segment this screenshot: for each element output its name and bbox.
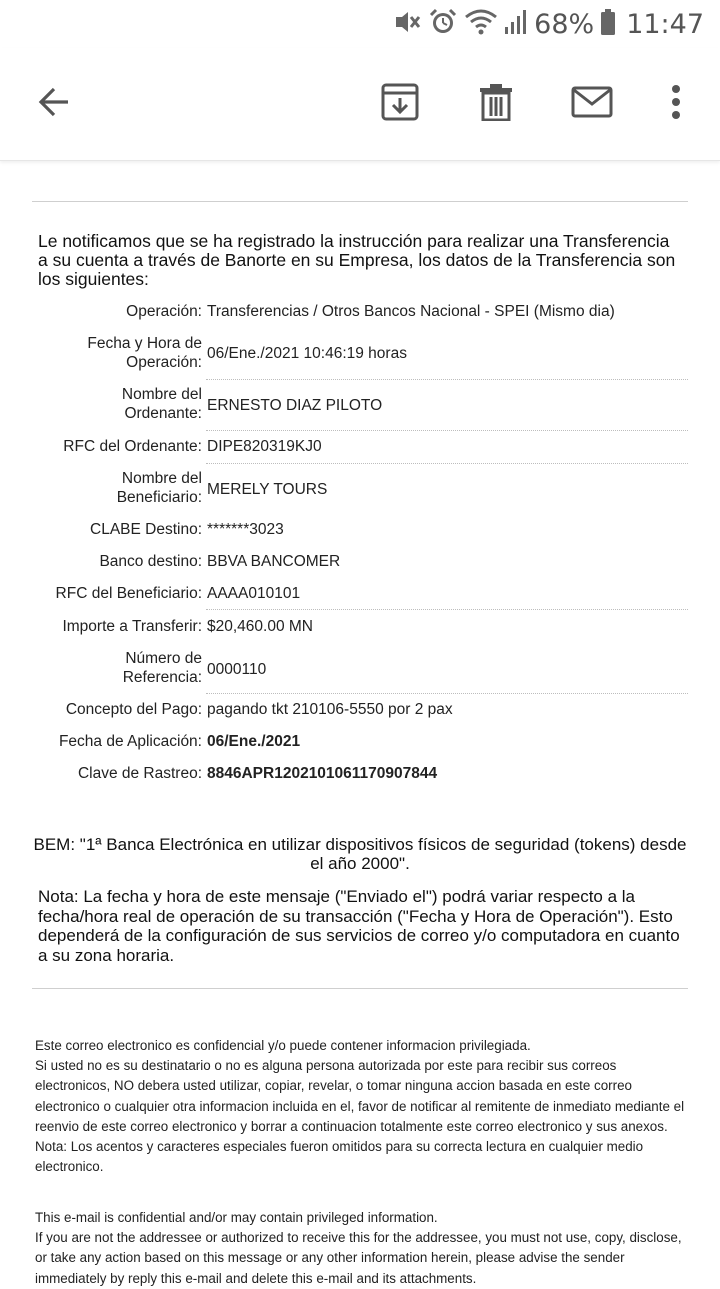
timezone-note: Nota: La fecha y hora de este mensaje ("Enviado el") podrá variar respecto a la fecha/hora real de operación de su transacción ("Fecha y Hora de Operación"). Esto dependerá de la configuración de sus servicios de correo y/o computadora en cuanto a su zona horaria.: [38, 887, 680, 965]
status-bar: [0, 0, 720, 48]
detail-label: Banco destino:: [99, 553, 202, 570]
detail-value: 8846APR1202101061170907844: [207, 765, 438, 782]
detail-value: 06/Ene./2021 10:46:19 horas: [207, 345, 407, 362]
detail-label: RFC del Beneficiario:: [55, 585, 202, 602]
back-arrow-icon: [36, 84, 72, 125]
detail-label: Nombre del: [121, 470, 202, 487]
row-divider: [206, 463, 688, 464]
detail-label: Concepto del Pago:: [65, 701, 202, 718]
battery-percent: 68%: [534, 8, 595, 40]
intro-text: Le notificamos que se ha registrado la instrucción para realizar una Transferencia a su cuenta a través de Banorte en su Empresa, los datos de la Transferencia son los siguientes:: [38, 231, 676, 289]
detail-value: $20,460.00 MN: [207, 618, 313, 635]
archive-icon: [381, 83, 419, 126]
bottom-divider: [32, 988, 688, 989]
detail-value: Transferencias / Otros Bancos Nacional - SPEI (Mismo dia): [207, 303, 615, 320]
row-divider: [206, 379, 688, 380]
row-divider: [206, 693, 688, 694]
detail-value: *******3023: [207, 521, 284, 538]
detail-label: Fecha de Aplicación:: [58, 733, 202, 750]
detail-label-line2: Operación:: [126, 354, 202, 371]
top-divider: [32, 201, 688, 202]
detail-value: AAAA010101: [207, 585, 301, 602]
more-vert-icon: [670, 84, 682, 125]
detail-label-line2: Referencia:: [122, 669, 202, 686]
detail-label-line2: Ordenante:: [124, 405, 202, 422]
detail-value: ERNESTO DIAZ PILOTO: [207, 397, 383, 414]
mark-unread-button[interactable]: [566, 78, 618, 130]
battery-icon: [600, 7, 616, 42]
delete-icon: [479, 83, 513, 126]
detail-value: 0000110: [207, 661, 267, 678]
detail-value: DIPE820319KJ0: [207, 438, 322, 455]
back-button[interactable]: [28, 78, 80, 130]
bem-note: BEM: "1ª Banca Electrónica en utilizar dispositivos físicos de seguridad (tokens) desde el año 2000".: [33, 835, 687, 873]
detail-label: CLABE Destino:: [90, 521, 202, 538]
detail-label: Nombre del: [121, 386, 202, 403]
signal-icon: [504, 7, 528, 42]
detail-label: Fecha y Hora de: [87, 335, 202, 352]
detail-value: 06/Ene./2021: [207, 733, 301, 750]
disclaimer-spanish: Este correo electronico es confidencial y/o puede contener informacion privilegiada. Si usted no es su destinatario o no es alguna persona autorizada por este para recibir sus correos electronicos, NO debera usted utilizar, copiar, revelar, o tomar ninguna accion basada en este correo electronico o cualquier otra informacion incluida en el, favor de notificar al remitente de inmediato mediante el reenvio de este correo electronico y borrar a continuacion totalmente este correo electronico y sus anexos. Nota: Los acentos y caracteres especiales fueron omitidos para su correcta lectura en cualquier medio electronico.: [35, 1038, 685, 1175]
detail-label-line2: Beneficiario:: [116, 489, 202, 506]
wifi-icon: [464, 7, 498, 42]
status-icons: [392, 6, 704, 42]
detail-value: BBVA BANCOMER: [207, 553, 341, 570]
detail-label: RFC del Ordenante:: [63, 438, 202, 455]
detail-value: pagando tkt 210106-5550 por 2 pax: [207, 701, 453, 718]
detail-label: Clave de Rastreo:: [77, 765, 202, 782]
row-divider: [206, 430, 688, 431]
detail-label: Importe a Transferir:: [62, 618, 202, 635]
detail-label: Número de: [125, 650, 202, 667]
mail-icon: [571, 86, 613, 123]
delete-button[interactable]: [470, 78, 522, 130]
top-app-bar: [0, 48, 720, 161]
row-divider: [206, 609, 688, 610]
detail-value: MERELY TOURS: [207, 481, 328, 498]
archive-button[interactable]: [374, 78, 426, 130]
detail-label: Operación:: [126, 303, 202, 320]
vibrate-off-icon: [392, 7, 422, 42]
alarm-icon: [428, 7, 458, 42]
clock: 11:47: [626, 8, 704, 40]
disclaimer-english: This e-mail is confidential and/or may contain privileged information. If you are not the addressee or authorized to receive this for the addressee, you must not use, copy, disclose, or take any action based on this message or any other information herein, please advise the sender immediately by reply this e-mail and delete this e-mail and its attachments.: [35, 1210, 682, 1286]
more-options-button[interactable]: [650, 78, 702, 130]
